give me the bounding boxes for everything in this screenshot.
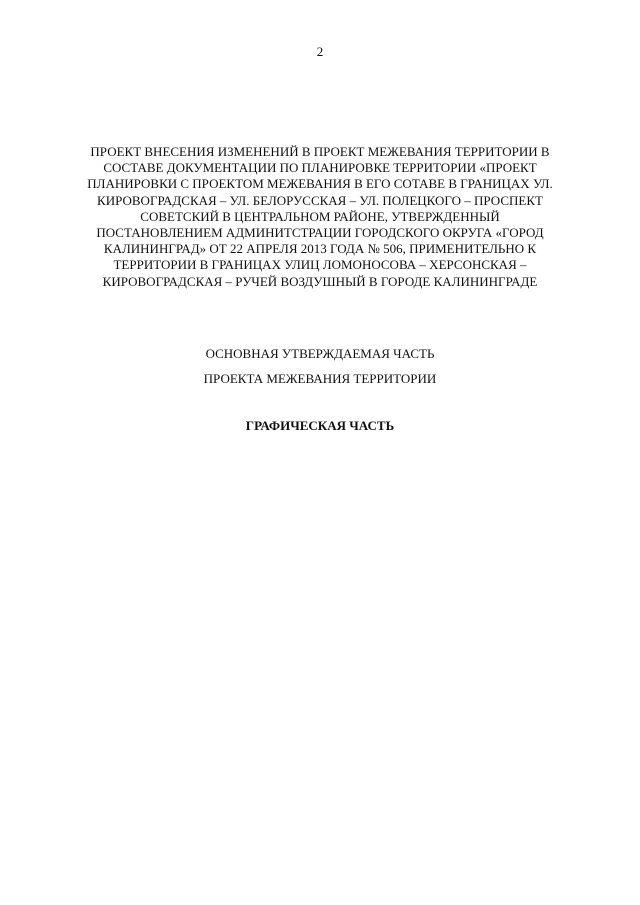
- title-line: ПОСТАНОВЛЕНИЕМ АДМИНИТСТРАЦИИ ГОРОДСКОГО ОКРУГА «ГОРОД: [96, 225, 544, 241]
- title-line: ПРОЕКТ ВНЕСЕНИЯ ИЗМЕНЕНИЙ В ПРОЕКТ МЕЖЕВАНИЯ ТЕРРИТОРИИ В: [90, 144, 550, 159]
- graphic-part-heading: ГРАФИЧЕСКАЯ ЧАСТЬ: [245, 418, 395, 433]
- title-line: КИРОВОГРАДСКАЯ – РУЧЕЙ ВОЗДУШНЫЙ В ГОРОДЕ КАЛИНИНГРАДЕ: [102, 273, 538, 289]
- title-line: КАЛИНИНГРАД» ОТ 22 АПРЕЛЯ 2013 ГОДА № 506, ПРИМЕНИТЕЛЬНО К: [103, 241, 537, 257]
- document-title: [60, 144, 580, 290]
- title-line: СОСТАВЕ ДОКУМЕНТАЦИИ ПО ПЛАНИРОВКЕ ТЕРРИТОРИИ «ПРОЕКТ: [103, 160, 537, 176]
- page-number: 2: [316, 44, 324, 59]
- title-line: СОВЕТСКИЙ В ЦЕНТРАЛЬНОМ РАЙОНЕ, УТВЕРЖДЕННЫЙ: [140, 208, 500, 224]
- title-line: ПЛАНИРОВКИ С ПРОЕКТОМ МЕЖЕВАНИЯ В ЕГО СОТАВЕ В ГРАНИЦАХ УЛ.: [87, 176, 553, 192]
- title-line: ТЕРРИТОРИИ В ГРАНИЦАХ УЛИЦ ЛОМОНОСОВА – ХЕРСОНСКАЯ –: [113, 257, 527, 273]
- approved-part-line-1: ОСНОВНАЯ УТВЕРЖДАЕМАЯ ЧАСТЬ: [205, 346, 435, 361]
- approved-part-heading: [0, 346, 640, 386]
- title-line: КИРОВОГРАДСКАЯ – УЛ. БЕЛОРУССКАЯ – УЛ. ПОЛЕЦКОГО – ПРОСПЕКТ: [97, 192, 543, 208]
- approved-part-line-2: ПРОЕКТА МЕЖЕВАНИЯ ТЕРРИТОРИИ: [203, 371, 437, 386]
